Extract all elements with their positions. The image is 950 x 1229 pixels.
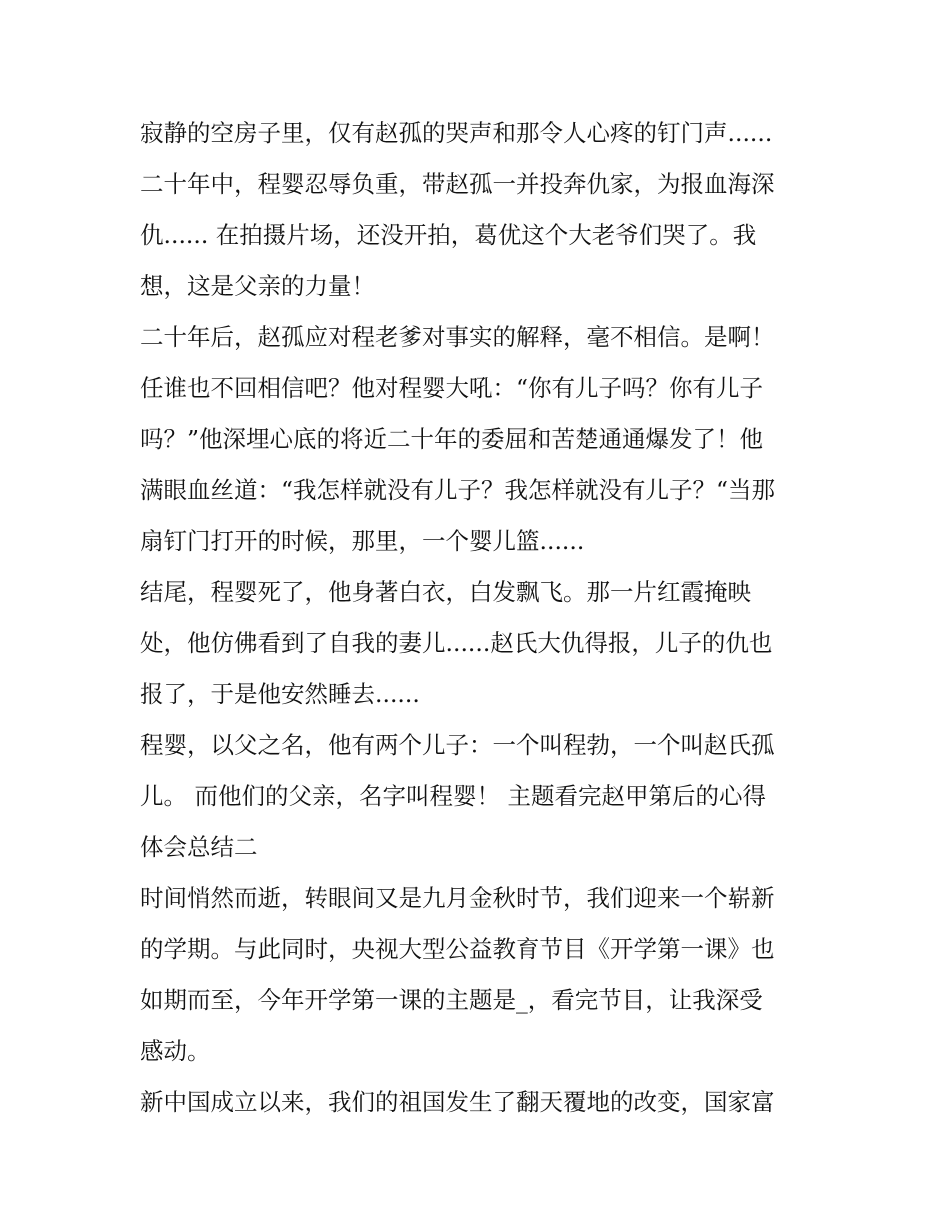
text-line: 体会总结二 xyxy=(140,833,258,861)
text-line: 二十年中，程婴忍辱负重，带赵孤一并投奔仇家，为报血海深 xyxy=(140,170,775,198)
text-line: 结尾，程婴死了，他身著白衣，白发飘飞。那一片红霞掩映 xyxy=(140,578,751,606)
text-line: 的学期。与此同时，央视大型公益教育节目《开学第一课》也 xyxy=(140,935,775,963)
text-line: 满眼血丝道：“我怎样就没有儿子？我怎样就没有儿子？“当那 xyxy=(140,476,776,504)
text-line: 报了，于是他安然睡去...... xyxy=(140,680,420,708)
text-line: 任谁也不回相信吧？他对程婴大吼：“你有儿子吗？你有儿子 xyxy=(140,374,764,402)
text-line: 程婴，以父之名，他有两个儿子：一个叫程勃，一个叫赵氏孤 xyxy=(140,731,775,759)
text-line: 如期而至，今年开学第一课的主题是_，看完节目，让我深受 xyxy=(140,986,763,1014)
text-line: 想，这是父亲的力量！ xyxy=(140,272,375,300)
text-line: 处，他仿佛看到了自我的妻儿......赵氏大仇得报，儿子的仇也 xyxy=(140,629,773,657)
text-line: 儿。 而他们的父亲，名字叫程婴！ 主题看完赵甲第后的心得 xyxy=(140,782,766,810)
text-line: 新中国成立以来，我们的祖国发生了翻天覆地的改变，国家富 xyxy=(140,1088,775,1116)
text-line: 吗？”他深埋心底的将近二十年的委屈和苦楚通通爆发了！他 xyxy=(140,425,764,453)
document-page xyxy=(140,108,820,1128)
text-line: 寂静的空房子里，仅有赵孤的哭声和那令人心疼的钉门声...... xyxy=(140,119,773,147)
text-line: 时间悄然而逝，转眼间又是九月金秋时节，我们迎来一个崭新 xyxy=(140,884,775,912)
text-line: 感动。 xyxy=(140,1037,211,1065)
text-line: 扇钉门打开的时候，那里，一个婴儿篮...... xyxy=(140,527,585,555)
text-line: 二十年后，赵孤应对程老爹对事实的解释，毫不相信。是啊！ xyxy=(140,323,775,351)
text-line: 仇...... 在拍摄片场，还没开拍，葛优这个大老爷们哭了。我 xyxy=(140,221,757,249)
